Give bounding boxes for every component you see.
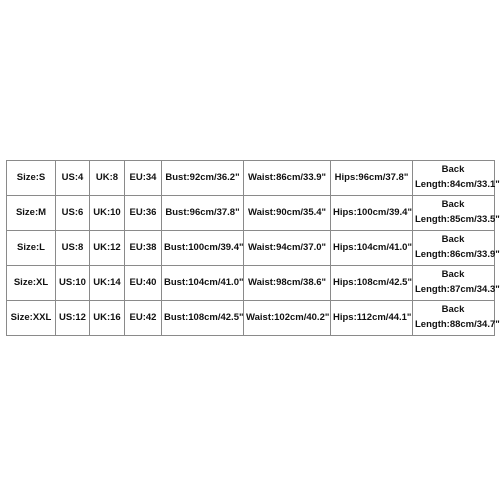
back-length-cell [413, 196, 500, 231]
waist-cell: Waist:94cm/37.0" [244, 231, 331, 266]
eu-size-cell: EU:34 [125, 161, 162, 196]
size-cell: Size:L [7, 231, 56, 266]
us-size-cell: US:4 [56, 161, 90, 196]
back-length-cell [413, 266, 500, 301]
back-length-value: Length:86cm/33.9" [415, 249, 500, 260]
waist-cell: Waist:86cm/33.9" [244, 161, 331, 196]
hips-cell: Hips:104cm/41.0" [331, 231, 413, 266]
back-length-cell [413, 231, 500, 266]
us-size-cell: US:12 [56, 301, 90, 336]
back-length-cell [413, 161, 500, 196]
bust-cell: Bust:104cm/41.0" [162, 266, 244, 301]
bust-cell: Bust:100cm/39.4" [162, 231, 244, 266]
back-length-label: Back [441, 199, 465, 211]
eu-size-cell: EU:36 [125, 196, 162, 231]
table-row [7, 196, 495, 231]
size-cell: Size:M [7, 196, 56, 231]
waist-cell: Waist:102cm/40.2" [244, 301, 331, 336]
back-length-label: Back [441, 269, 465, 281]
uk-size-cell: UK:10 [90, 196, 125, 231]
table-row [7, 301, 495, 336]
bust-cell: Bust:96cm/37.8" [162, 196, 244, 231]
back-length-label: Back [441, 234, 465, 246]
back-length-value: Length:85cm/33.5" [415, 214, 500, 225]
uk-size-cell: UK:8 [90, 161, 125, 196]
uk-size-cell: UK:16 [90, 301, 125, 336]
waist-cell: Waist:98cm/38.6" [244, 266, 331, 301]
hips-cell: Hips:100cm/39.4" [331, 196, 413, 231]
bust-cell: Bust:92cm/36.2" [162, 161, 244, 196]
back-length-value: Length:84cm/33.1" [415, 179, 500, 190]
eu-size-cell: EU:38 [125, 231, 162, 266]
eu-size-cell: EU:42 [125, 301, 162, 336]
size-cell: Size:S [7, 161, 56, 196]
table-row [7, 161, 495, 196]
size-cell: Size:XXL [7, 301, 56, 336]
table-row [7, 231, 495, 266]
eu-size-cell: EU:40 [125, 266, 162, 301]
back-length-label: Back [441, 164, 465, 176]
back-length-label: Back [441, 304, 465, 316]
back-length-value: Length:88cm/34.7" [415, 319, 500, 330]
us-size-cell: US:8 [56, 231, 90, 266]
size-cell: Size:XL [7, 266, 56, 301]
uk-size-cell: UK:14 [90, 266, 125, 301]
table-row [7, 266, 495, 301]
uk-size-cell: UK:12 [90, 231, 125, 266]
back-length-cell [413, 301, 500, 336]
us-size-cell: US:6 [56, 196, 90, 231]
bust-cell: Bust:108cm/42.5" [162, 301, 244, 336]
hips-cell: Hips:96cm/37.8" [331, 161, 413, 196]
hips-cell: Hips:112cm/44.1" [331, 301, 413, 336]
back-length-value: Length:87cm/34.3" [415, 284, 500, 295]
us-size-cell: US:10 [56, 266, 90, 301]
size-chart-table [6, 160, 500, 336]
hips-cell: Hips:108cm/42.5" [331, 266, 413, 301]
waist-cell: Waist:90cm/35.4" [244, 196, 331, 231]
